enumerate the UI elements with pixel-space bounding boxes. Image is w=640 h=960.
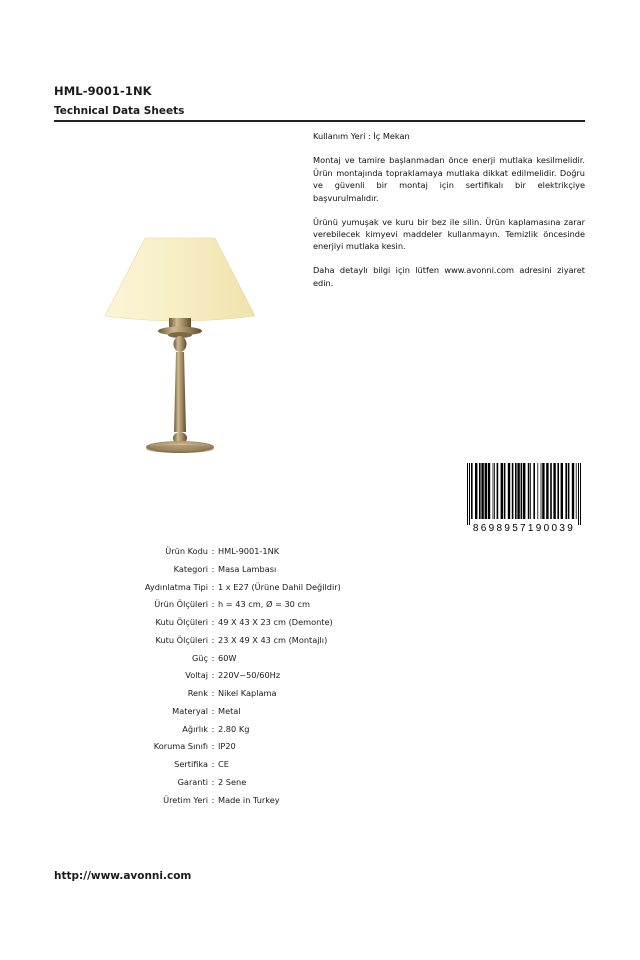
spec-label: Koruma Sınıfı xyxy=(153,741,208,752)
spec-value: CE xyxy=(218,759,229,769)
spec-separator: : xyxy=(211,634,215,645)
spec-value: 60W xyxy=(218,652,237,663)
barcode-bar xyxy=(517,463,519,519)
spec-value: 23 X 49 X 43 cm (Montajlı) xyxy=(218,634,328,645)
spec-separator: : xyxy=(211,546,215,556)
spec-row xyxy=(80,667,380,685)
spec-label: Voltaj xyxy=(185,670,208,681)
barcode-digits: 8698957190039 xyxy=(472,523,576,533)
barcode-bar xyxy=(494,463,495,519)
barcode-bar xyxy=(537,463,538,519)
spec-row xyxy=(80,614,380,632)
spec-label: Sertifika xyxy=(174,759,208,769)
lamp-stem xyxy=(174,352,186,432)
barcode-bar xyxy=(471,463,473,519)
barcode-bar xyxy=(533,463,535,519)
lamp-knob-upper xyxy=(174,336,187,352)
spec-separator: : xyxy=(211,794,215,805)
barcode-bar xyxy=(546,463,548,519)
header-divider xyxy=(54,120,585,122)
barcode-bar xyxy=(576,463,577,519)
barcode-bar xyxy=(469,463,470,525)
spec-value: Nikel Kaplama xyxy=(218,688,277,698)
barcode-bar xyxy=(515,463,517,519)
spec-label: Kategori xyxy=(173,563,208,574)
spec-value: Masa Lambası xyxy=(218,563,277,574)
spec-separator: : xyxy=(211,670,215,681)
website-url: http://www.avonni.com xyxy=(54,870,192,882)
barcode xyxy=(463,463,585,533)
barcode-bar xyxy=(504,463,506,519)
barcode-bar xyxy=(485,463,487,519)
barcode-bar xyxy=(481,463,483,519)
spec-value: IP20 xyxy=(218,741,236,752)
barcode-bar xyxy=(508,463,510,519)
spec-row xyxy=(80,721,380,739)
barcode-bar xyxy=(541,463,542,519)
barcode-bar xyxy=(542,463,544,519)
usage-place: Kullanım Yeri : İç Mekan xyxy=(313,131,410,141)
spec-separator: : xyxy=(211,776,215,787)
spec-row xyxy=(80,543,380,561)
spec-value: 220V~50/60Hz xyxy=(218,670,281,681)
spec-separator: : xyxy=(211,723,215,734)
spec-separator: : xyxy=(211,688,215,698)
barcode-bar xyxy=(497,463,499,519)
spec-row xyxy=(80,774,380,792)
barcode-bar xyxy=(557,463,559,519)
spec-label: Üretim Yeri xyxy=(163,794,208,805)
spec-separator: : xyxy=(211,617,215,627)
spec-label: Aydınlatma Tipi xyxy=(144,581,208,592)
spec-separator: : xyxy=(211,599,215,610)
lamp-shade xyxy=(105,238,255,321)
spec-value: Made in Turkey xyxy=(218,794,280,805)
barcode-bar xyxy=(565,463,567,519)
spec-value: 49 X 43 X 23 cm (Demonte) xyxy=(218,617,333,627)
spec-row xyxy=(80,650,380,668)
barcode-bar xyxy=(493,463,494,519)
spec-row xyxy=(80,632,380,650)
barcode-bar xyxy=(561,463,563,519)
spec-value: 2 Sene xyxy=(218,776,247,787)
spec-label: Kutu Ölçüleri xyxy=(155,617,208,627)
spec-separator: : xyxy=(211,652,215,663)
document-title: HML-9001-1NK xyxy=(54,84,152,98)
spec-row xyxy=(80,579,380,597)
barcode-bar xyxy=(467,463,468,525)
document-subtitle: Technical Data Sheets xyxy=(54,105,185,117)
barcode-bar xyxy=(475,463,477,519)
spec-value: HML-9001-1NK xyxy=(218,546,280,556)
spec-row xyxy=(80,738,380,756)
spec-label: Güç xyxy=(191,652,208,663)
barcode-bar xyxy=(578,463,579,525)
barcode-bar xyxy=(528,463,530,519)
product-photo-table-lamp xyxy=(105,236,255,458)
barcode-bar xyxy=(580,463,581,525)
spec-row xyxy=(80,703,380,721)
barcode-bar xyxy=(479,463,481,519)
barcode-bar xyxy=(553,463,555,519)
usage-paragraph-info: Daha detaylı bilgi için lütfen www.avonni.com adresini ziyaret edin. xyxy=(313,265,585,288)
usage-paragraph-cleaning: Ürünü yumuşak ve kuru bir bez ile silin. Ürün kaplamasına zarar verebilecek kimyevi maddeler kullanmayın. Temizlik öncesinde enerjiyi mutlaka kesin. xyxy=(313,216,585,252)
spec-value: Metal xyxy=(218,705,241,716)
barcode-bar xyxy=(572,463,574,519)
barcode-bar xyxy=(512,463,514,519)
barcode-bar xyxy=(523,463,525,519)
spec-separator: : xyxy=(211,759,215,769)
spec-value: 2.80 Kg xyxy=(218,723,250,734)
spec-label: Ürün Ölçüleri xyxy=(154,599,208,610)
spec-label: Garanti xyxy=(177,776,208,787)
spec-separator: : xyxy=(211,563,215,574)
spec-separator: : xyxy=(211,705,215,716)
spec-label: Materyal xyxy=(172,705,208,716)
spec-row xyxy=(80,596,380,614)
spec-row xyxy=(80,792,380,810)
spec-separator: : xyxy=(211,581,215,592)
spec-label: Ağırlık xyxy=(182,723,208,734)
usage-paragraph-installation: Montaj ve tamire başlanmadan önce enerji mutlaka kesilmelidir. Ürün montajında topraklamaya mutlaka dikkat edilmelidir. Doğru ve güvenli bir montaj için sertifikalı bir elektrikçiye başvurulmalıdır. xyxy=(313,155,585,203)
specifications-table xyxy=(80,543,380,809)
barcode-bar xyxy=(530,463,531,519)
barcode-bar xyxy=(521,463,523,519)
spec-label: Renk xyxy=(187,688,208,698)
spec-row xyxy=(80,756,380,774)
barcode-bars xyxy=(467,463,581,525)
spec-value: h = 43 cm, Ø = 30 cm xyxy=(218,599,310,610)
barcode-bar xyxy=(501,463,503,519)
barcode-bar xyxy=(550,463,552,519)
spec-row xyxy=(80,685,380,703)
usage-instructions xyxy=(313,130,585,301)
barcode-bar xyxy=(568,463,570,519)
spec-row xyxy=(80,561,380,579)
spec-separator: : xyxy=(211,741,215,752)
spec-label: Kutu Ölçüleri xyxy=(155,634,208,645)
spec-value: 1 x E27 (Ürüne Dahil Değildir) xyxy=(218,581,341,592)
spec-label: Ürün Kodu xyxy=(165,546,208,556)
document-header xyxy=(54,84,585,122)
barcode-bar xyxy=(488,463,490,519)
